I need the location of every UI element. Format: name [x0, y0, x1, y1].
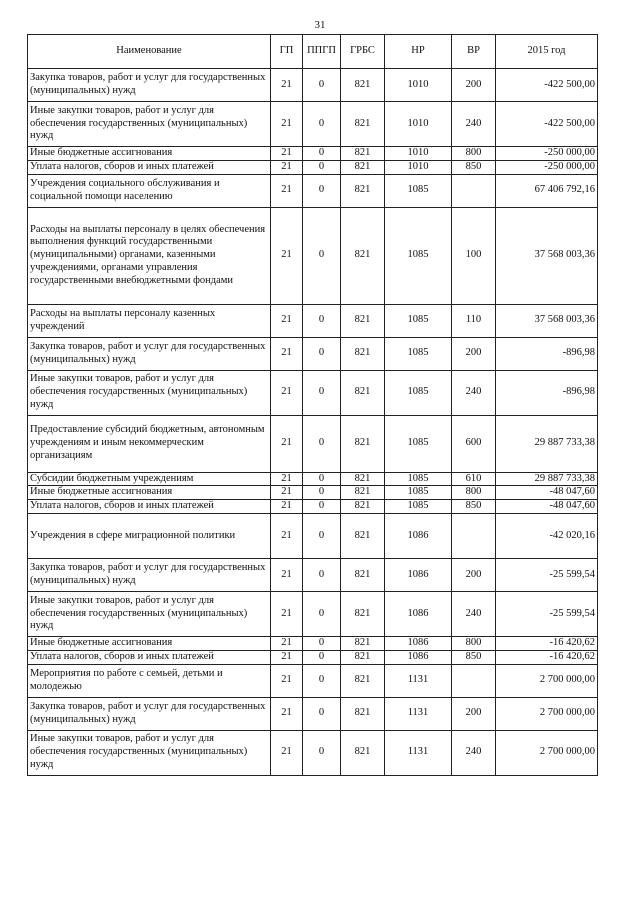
table-row — [28, 513, 598, 558]
cell-name: Иные закупки товаров, работ и услуг для обеспечения государственных (муниципальных) нужд — [28, 370, 271, 415]
cell-gp: 21 — [271, 558, 303, 591]
cell-nr: 1085 — [385, 370, 452, 415]
cell-vr: 240 — [452, 370, 496, 415]
cell-gp: 21 — [271, 304, 303, 337]
cell-name: Мероприятия по работе с семьей, детьми и молодежью — [28, 664, 271, 697]
cell-name: Учреждения социального обслуживания и социальной помощи населению — [28, 174, 271, 207]
cell-name: Закупка товаров, работ и услуг для государственных (муниципальных) нужд — [28, 558, 271, 591]
cell-amount: -422 500,00 — [496, 69, 598, 102]
cell-vr: 200 — [452, 558, 496, 591]
cell-nr: 1086 — [385, 591, 452, 636]
cell-name: Уплата налогов, сборов и иных платежей — [28, 160, 271, 174]
table-row — [28, 174, 598, 207]
cell-name: Иные бюджетные ассигнования — [28, 147, 271, 161]
page-number: 31 — [314, 19, 326, 31]
cell-vr: 850 — [452, 650, 496, 664]
header-ppgp: ППГП — [303, 35, 341, 69]
cell-nr: 1010 — [385, 102, 452, 147]
cell-vr: 600 — [452, 415, 496, 472]
table-row — [28, 664, 598, 697]
cell-gp: 21 — [271, 160, 303, 174]
cell-amount: -422 500,00 — [496, 102, 598, 147]
cell-name: Расходы на выплаты персоналу казенных учреждений — [28, 304, 271, 337]
cell-vr: 610 — [452, 472, 496, 486]
cell-grbs: 821 — [341, 558, 385, 591]
cell-name: Иные закупки товаров, работ и услуг для обеспечения государственных (муниципальных) нужд — [28, 591, 271, 636]
cell-nr: 1085 — [385, 337, 452, 370]
table-row — [28, 472, 598, 486]
table-row — [28, 370, 598, 415]
header-name: Наименование — [28, 35, 271, 69]
cell-amount: -896,98 — [496, 337, 598, 370]
header-gp: ГП — [271, 35, 303, 69]
cell-nr: 1085 — [385, 174, 452, 207]
cell-ppgp: 0 — [303, 472, 341, 486]
cell-nr: 1085 — [385, 415, 452, 472]
cell-ppgp: 0 — [303, 174, 341, 207]
cell-name: Иные закупки товаров, работ и услуг для обеспечения государственных (муниципальных) нужд — [28, 730, 271, 775]
cell-ppgp: 0 — [303, 513, 341, 558]
table-row — [28, 486, 598, 500]
cell-gp: 21 — [271, 636, 303, 650]
cell-gp: 21 — [271, 500, 303, 514]
cell-amount: 2 700 000,00 — [496, 697, 598, 730]
cell-amount: 2 700 000,00 — [496, 730, 598, 775]
cell-amount: -48 047,60 — [496, 486, 598, 500]
cell-name: Субсидии бюджетным учреждениям — [28, 472, 271, 486]
cell-ppgp: 0 — [303, 102, 341, 147]
cell-vr: 240 — [452, 730, 496, 775]
cell-nr: 1086 — [385, 513, 452, 558]
cell-gp: 21 — [271, 370, 303, 415]
cell-amount: -250 000,00 — [496, 160, 598, 174]
cell-grbs: 821 — [341, 337, 385, 370]
cell-ppgp: 0 — [303, 650, 341, 664]
table-row — [28, 304, 598, 337]
cell-ppgp: 0 — [303, 486, 341, 500]
cell-vr: 200 — [452, 69, 496, 102]
cell-gp: 21 — [271, 591, 303, 636]
cell-amount: -25 599,54 — [496, 591, 598, 636]
cell-gp: 21 — [271, 69, 303, 102]
table-row — [28, 730, 598, 775]
cell-vr: 110 — [452, 304, 496, 337]
cell-name: Иные бюджетные ассигнования — [28, 486, 271, 500]
cell-gp: 21 — [271, 664, 303, 697]
cell-ppgp: 0 — [303, 160, 341, 174]
cell-grbs: 821 — [341, 650, 385, 664]
cell-amount: 2 700 000,00 — [496, 664, 598, 697]
cell-ppgp: 0 — [303, 147, 341, 161]
table-row — [28, 147, 598, 161]
cell-nr: 1085 — [385, 304, 452, 337]
cell-gp: 21 — [271, 513, 303, 558]
table-row — [28, 207, 598, 304]
cell-ppgp: 0 — [303, 415, 341, 472]
cell-gp: 21 — [271, 102, 303, 147]
cell-vr: 850 — [452, 500, 496, 514]
cell-nr: 1085 — [385, 500, 452, 514]
cell-grbs: 821 — [341, 591, 385, 636]
cell-ppgp: 0 — [303, 591, 341, 636]
cell-grbs: 821 — [341, 500, 385, 514]
cell-name: Закупка товаров, работ и услуг для государственных (муниципальных) нужд — [28, 697, 271, 730]
cell-ppgp: 0 — [303, 337, 341, 370]
cell-nr: 1085 — [385, 207, 452, 304]
cell-amount: -16 420,62 — [496, 650, 598, 664]
cell-name: Закупка товаров, работ и услуг для государственных (муниципальных) нужд — [28, 69, 271, 102]
cell-grbs: 821 — [341, 472, 385, 486]
cell-ppgp: 0 — [303, 207, 341, 304]
cell-amount: -16 420,62 — [496, 636, 598, 650]
table-row — [28, 697, 598, 730]
header-nr: НР — [385, 35, 452, 69]
cell-vr: 850 — [452, 160, 496, 174]
cell-grbs: 821 — [341, 160, 385, 174]
cell-vr: 800 — [452, 486, 496, 500]
cell-ppgp: 0 — [303, 697, 341, 730]
cell-vr — [452, 174, 496, 207]
cell-vr: 240 — [452, 591, 496, 636]
table-row — [28, 500, 598, 514]
cell-vr — [452, 513, 496, 558]
cell-amount: 37 568 003,36 — [496, 304, 598, 337]
table-row — [28, 69, 598, 102]
cell-vr: 800 — [452, 147, 496, 161]
cell-nr: 1131 — [385, 730, 452, 775]
cell-name: Иные бюджетные ассигнования — [28, 636, 271, 650]
cell-amount: -896,98 — [496, 370, 598, 415]
cell-ppgp: 0 — [303, 636, 341, 650]
cell-grbs: 821 — [341, 730, 385, 775]
cell-gp: 21 — [271, 147, 303, 161]
cell-amount: 37 568 003,36 — [496, 207, 598, 304]
cell-grbs: 821 — [341, 415, 385, 472]
cell-grbs: 821 — [341, 174, 385, 207]
table-row — [28, 636, 598, 650]
cell-name: Расходы на выплаты персоналу в целях обеспечения выполнения функций государственными (муниципальными) органами, казенными учреждениями, органами управления государственными внебюджетными фондами — [28, 207, 271, 304]
table-row — [28, 591, 598, 636]
cell-amount: 29 887 733,38 — [496, 415, 598, 472]
cell-amount: -25 599,54 — [496, 558, 598, 591]
cell-gp: 21 — [271, 415, 303, 472]
cell-vr: 240 — [452, 102, 496, 147]
cell-nr: 1010 — [385, 69, 452, 102]
cell-gp: 21 — [271, 207, 303, 304]
cell-ppgp: 0 — [303, 304, 341, 337]
cell-gp: 21 — [271, 730, 303, 775]
cell-gp: 21 — [271, 697, 303, 730]
cell-amount: 29 887 733,38 — [496, 472, 598, 486]
cell-gp: 21 — [271, 337, 303, 370]
cell-grbs: 821 — [341, 147, 385, 161]
cell-amount: 67 406 792,16 — [496, 174, 598, 207]
cell-nr: 1086 — [385, 650, 452, 664]
cell-grbs: 821 — [341, 513, 385, 558]
header-grbs: ГРБС — [341, 35, 385, 69]
cell-ppgp: 0 — [303, 69, 341, 102]
cell-grbs: 821 — [341, 102, 385, 147]
cell-nr: 1085 — [385, 486, 452, 500]
cell-vr — [452, 664, 496, 697]
cell-grbs: 821 — [341, 486, 385, 500]
cell-name: Учреждения в сфере миграционной политики — [28, 513, 271, 558]
cell-gp: 21 — [271, 486, 303, 500]
cell-grbs: 821 — [341, 69, 385, 102]
cell-name: Предоставление субсидий бюджетным, автономным учреждениям и иным некоммерческим организациям — [28, 415, 271, 472]
cell-nr: 1010 — [385, 160, 452, 174]
cell-name: Уплата налогов, сборов и иных платежей — [28, 500, 271, 514]
cell-grbs: 821 — [341, 664, 385, 697]
cell-amount: -48 047,60 — [496, 500, 598, 514]
header-vr: ВР — [452, 35, 496, 69]
table-row — [28, 102, 598, 147]
table-row — [28, 558, 598, 591]
cell-grbs: 821 — [341, 636, 385, 650]
cell-ppgp: 0 — [303, 500, 341, 514]
cell-grbs: 821 — [341, 697, 385, 730]
table-row — [28, 337, 598, 370]
table-header-row — [28, 35, 598, 69]
cell-gp: 21 — [271, 650, 303, 664]
cell-grbs: 821 — [341, 370, 385, 415]
cell-name: Иные закупки товаров, работ и услуг для обеспечения государственных (муниципальных) нужд — [28, 102, 271, 147]
cell-vr: 100 — [452, 207, 496, 304]
cell-grbs: 821 — [341, 207, 385, 304]
cell-ppgp: 0 — [303, 730, 341, 775]
cell-gp: 21 — [271, 472, 303, 486]
cell-amount: -250 000,00 — [496, 147, 598, 161]
table-body — [28, 35, 598, 776]
cell-ppgp: 0 — [303, 558, 341, 591]
budget-table — [27, 34, 598, 776]
cell-nr: 1085 — [385, 472, 452, 486]
table-row — [28, 160, 598, 174]
cell-vr: 200 — [452, 337, 496, 370]
cell-grbs: 821 — [341, 304, 385, 337]
cell-gp: 21 — [271, 174, 303, 207]
cell-nr: 1086 — [385, 636, 452, 650]
cell-name: Закупка товаров, работ и услуг для государственных (муниципальных) нужд — [28, 337, 271, 370]
cell-ppgp: 0 — [303, 370, 341, 415]
cell-nr: 1131 — [385, 664, 452, 697]
cell-amount: -42 020,16 — [496, 513, 598, 558]
cell-vr: 200 — [452, 697, 496, 730]
cell-nr: 1086 — [385, 558, 452, 591]
header-year: 2015 год — [496, 35, 598, 69]
table-row — [28, 415, 598, 472]
cell-nr: 1131 — [385, 697, 452, 730]
cell-nr: 1010 — [385, 147, 452, 161]
table-row — [28, 650, 598, 664]
cell-name: Уплата налогов, сборов и иных платежей — [28, 650, 271, 664]
cell-ppgp: 0 — [303, 664, 341, 697]
cell-vr: 800 — [452, 636, 496, 650]
